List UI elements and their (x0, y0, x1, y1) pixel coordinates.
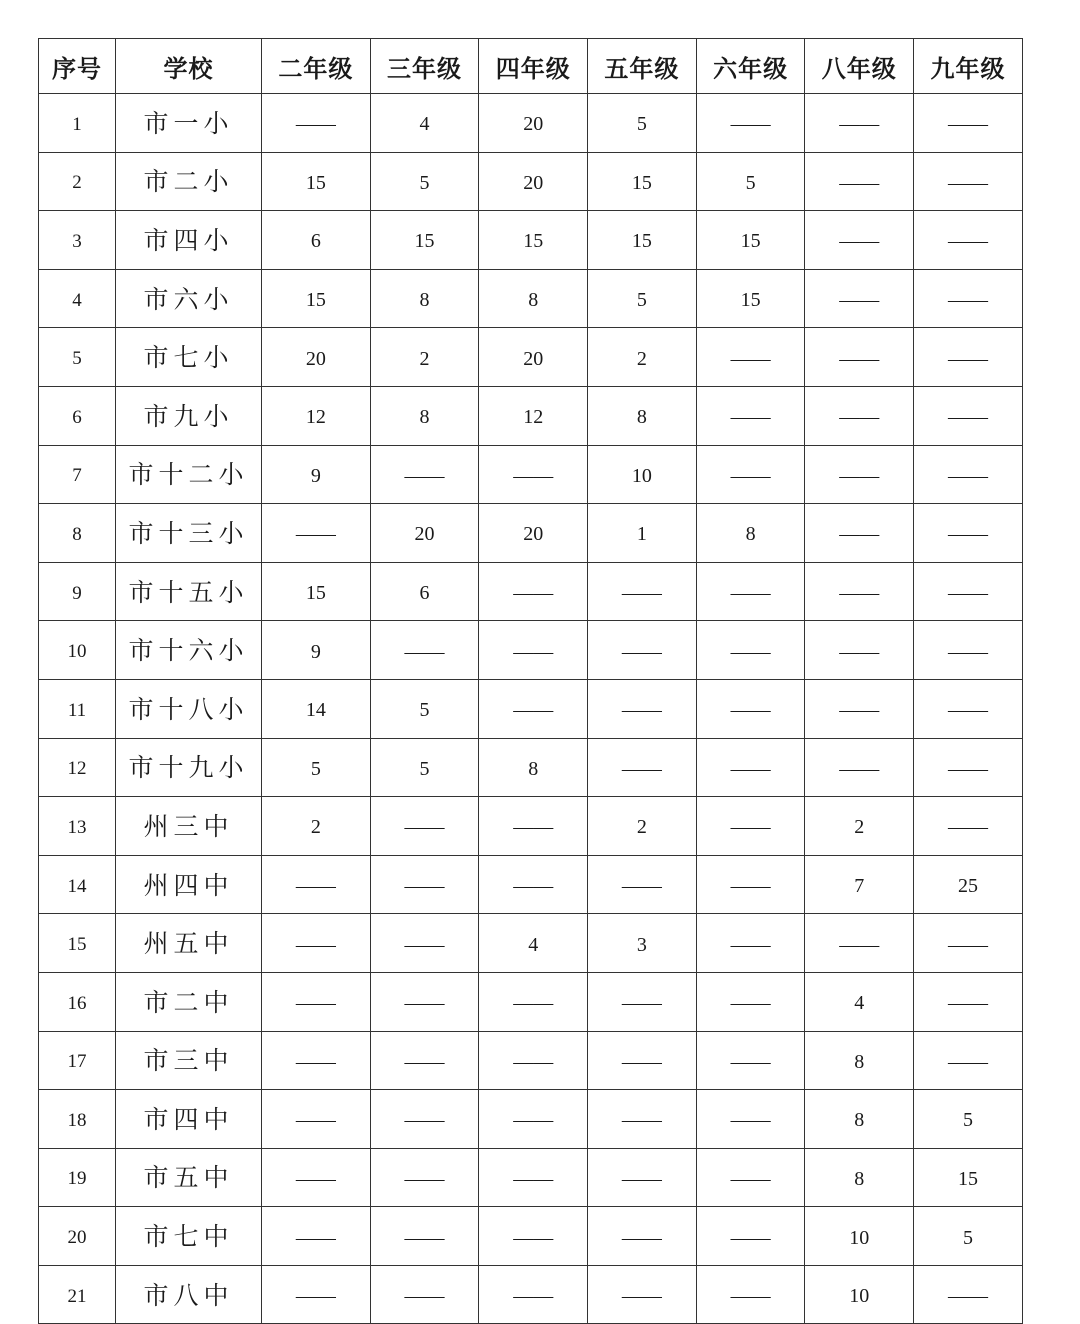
column-header-grade-3: 三年级 (370, 39, 479, 94)
cell-grade-3: 5 (370, 152, 479, 211)
cell-grade-6: —— (696, 679, 805, 738)
school-name: 市十五小 (116, 562, 262, 621)
cell-grade-8: 8 (805, 1090, 914, 1149)
row-index: 2 (39, 152, 116, 211)
cell-grade-2: —— (262, 1148, 371, 1207)
cell-grade-4: —— (479, 1148, 588, 1207)
cell-grade-2: 6 (262, 211, 371, 270)
table-row (39, 152, 1023, 211)
cell-grade-5: 2 (588, 328, 697, 387)
cell-grade-8: —— (805, 211, 914, 270)
cell-grade-6: —— (696, 445, 805, 504)
cell-grade-3: 4 (370, 94, 479, 153)
cell-grade-5: 8 (588, 386, 697, 445)
cell-grade-8: —— (805, 504, 914, 563)
cell-grade-2: —— (262, 504, 371, 563)
table-body (39, 94, 1023, 1324)
cell-grade-9: —— (914, 621, 1023, 680)
cell-grade-5: 5 (588, 94, 697, 153)
column-header-grade-4: 四年级 (479, 39, 588, 94)
enrollment-table (38, 38, 1023, 1324)
cell-grade-3: 20 (370, 504, 479, 563)
cell-grade-3: 6 (370, 562, 479, 621)
table-row (39, 1207, 1023, 1266)
cell-grade-3: 2 (370, 328, 479, 387)
row-index: 10 (39, 621, 116, 680)
table-row (39, 328, 1023, 387)
cell-grade-2: —— (262, 972, 371, 1031)
row-index: 20 (39, 1207, 116, 1266)
header-row (39, 39, 1023, 94)
cell-grade-3: 8 (370, 386, 479, 445)
column-header-index: 序号 (39, 39, 116, 94)
cell-grade-5: 3 (588, 914, 697, 973)
cell-grade-8: 10 (805, 1265, 914, 1324)
school-name: 市三中 (116, 1031, 262, 1090)
cell-grade-5: —— (588, 679, 697, 738)
cell-grade-4: 8 (479, 269, 588, 328)
school-name: 市九小 (116, 386, 262, 445)
column-header-grade-5: 五年级 (588, 39, 697, 94)
cell-grade-3: —— (370, 855, 479, 914)
cell-grade-2: 2 (262, 797, 371, 856)
cell-grade-9: —— (914, 269, 1023, 328)
cell-grade-9: 15 (914, 1148, 1023, 1207)
cell-grade-4: 8 (479, 738, 588, 797)
cell-grade-2: 15 (262, 269, 371, 328)
cell-grade-6: —— (696, 1090, 805, 1149)
cell-grade-8: —— (805, 152, 914, 211)
cell-grade-2: 12 (262, 386, 371, 445)
cell-grade-8: —— (805, 562, 914, 621)
cell-grade-9: —— (914, 152, 1023, 211)
school-name: 市二中 (116, 972, 262, 1031)
cell-grade-2: —— (262, 1090, 371, 1149)
cell-grade-5: 1 (588, 504, 697, 563)
cell-grade-6: —— (696, 914, 805, 973)
cell-grade-6: 8 (696, 504, 805, 563)
cell-grade-2: —— (262, 855, 371, 914)
table-row (39, 94, 1023, 153)
cell-grade-8: 4 (805, 972, 914, 1031)
cell-grade-8: —— (805, 914, 914, 973)
cell-grade-5: —— (588, 855, 697, 914)
school-name: 市四小 (116, 211, 262, 270)
cell-grade-8: 8 (805, 1148, 914, 1207)
school-name: 市七小 (116, 328, 262, 387)
cell-grade-9: —— (914, 738, 1023, 797)
cell-grade-4: —— (479, 797, 588, 856)
school-name: 市八中 (116, 1265, 262, 1324)
cell-grade-6: —— (696, 621, 805, 680)
table-row (39, 738, 1023, 797)
cell-grade-4: —— (479, 562, 588, 621)
cell-grade-8: —— (805, 738, 914, 797)
cell-grade-5: —— (588, 621, 697, 680)
table-row (39, 1090, 1023, 1149)
table-row (39, 855, 1023, 914)
row-index: 8 (39, 504, 116, 563)
cell-grade-2: —— (262, 1031, 371, 1090)
cell-grade-6: —— (696, 1207, 805, 1266)
cell-grade-5: —— (588, 1031, 697, 1090)
cell-grade-6: —— (696, 1265, 805, 1324)
cell-grade-3: —— (370, 972, 479, 1031)
cell-grade-3: —— (370, 797, 479, 856)
column-header-school: 学校 (116, 39, 262, 94)
cell-grade-9: —— (914, 504, 1023, 563)
cell-grade-2: 15 (262, 152, 371, 211)
table-row (39, 1265, 1023, 1324)
cell-grade-2: 9 (262, 621, 371, 680)
cell-grade-2: 9 (262, 445, 371, 504)
cell-grade-8: 10 (805, 1207, 914, 1266)
school-name: 市十二小 (116, 445, 262, 504)
cell-grade-3: 5 (370, 738, 479, 797)
cell-grade-3: —— (370, 445, 479, 504)
column-header-grade-2: 二年级 (262, 39, 371, 94)
row-index: 11 (39, 679, 116, 738)
cell-grade-6: —— (696, 855, 805, 914)
cell-grade-2: —— (262, 1207, 371, 1266)
cell-grade-3: —— (370, 1207, 479, 1266)
cell-grade-3: —— (370, 1148, 479, 1207)
table-row (39, 914, 1023, 973)
cell-grade-5: —— (588, 562, 697, 621)
school-name: 市七中 (116, 1207, 262, 1266)
cell-grade-5: —— (588, 738, 697, 797)
row-index: 5 (39, 328, 116, 387)
cell-grade-3: —— (370, 1265, 479, 1324)
cell-grade-6: —— (696, 328, 805, 387)
column-header-grade-9: 九年级 (914, 39, 1023, 94)
row-index: 12 (39, 738, 116, 797)
cell-grade-6: 15 (696, 211, 805, 270)
cell-grade-2: —— (262, 1265, 371, 1324)
cell-grade-4: 15 (479, 211, 588, 270)
row-index: 17 (39, 1031, 116, 1090)
row-index: 14 (39, 855, 116, 914)
cell-grade-9: —— (914, 679, 1023, 738)
cell-grade-2: 15 (262, 562, 371, 621)
cell-grade-2: 14 (262, 679, 371, 738)
school-name: 市十九小 (116, 738, 262, 797)
row-index: 3 (39, 211, 116, 270)
school-name: 市十三小 (116, 504, 262, 563)
table-row (39, 211, 1023, 270)
cell-grade-5: 15 (588, 211, 697, 270)
table-row (39, 504, 1023, 563)
school-name: 州四中 (116, 855, 262, 914)
row-index: 18 (39, 1090, 116, 1149)
cell-grade-5: —— (588, 1090, 697, 1149)
cell-grade-6: —— (696, 562, 805, 621)
cell-grade-6: —— (696, 386, 805, 445)
cell-grade-4: 4 (479, 914, 588, 973)
school-name: 州五中 (116, 914, 262, 973)
cell-grade-5: 15 (588, 152, 697, 211)
cell-grade-9: —— (914, 445, 1023, 504)
cell-grade-4: —— (479, 972, 588, 1031)
school-name: 市五中 (116, 1148, 262, 1207)
cell-grade-9: 5 (914, 1207, 1023, 1266)
row-index: 13 (39, 797, 116, 856)
cell-grade-9: —— (914, 1031, 1023, 1090)
cell-grade-4: 20 (479, 328, 588, 387)
table-row (39, 1031, 1023, 1090)
cell-grade-4: —— (479, 855, 588, 914)
table-row (39, 621, 1023, 680)
cell-grade-9: —— (914, 797, 1023, 856)
cell-grade-3: —— (370, 1090, 479, 1149)
cell-grade-8: 2 (805, 797, 914, 856)
column-header-grade-8: 八年级 (805, 39, 914, 94)
cell-grade-9: —— (914, 94, 1023, 153)
row-index: 6 (39, 386, 116, 445)
school-name: 市一小 (116, 94, 262, 153)
cell-grade-4: 20 (479, 504, 588, 563)
cell-grade-8: —— (805, 679, 914, 738)
cell-grade-5: —— (588, 1207, 697, 1266)
cell-grade-5: —— (588, 972, 697, 1031)
row-index: 15 (39, 914, 116, 973)
table-row (39, 386, 1023, 445)
table-row (39, 679, 1023, 738)
cell-grade-5: —— (588, 1265, 697, 1324)
cell-grade-9: —— (914, 386, 1023, 445)
cell-grade-8: —— (805, 328, 914, 387)
cell-grade-5: —— (588, 1148, 697, 1207)
cell-grade-5: 5 (588, 269, 697, 328)
table-row (39, 269, 1023, 328)
row-index: 16 (39, 972, 116, 1031)
cell-grade-8: —— (805, 621, 914, 680)
school-name: 州三中 (116, 797, 262, 856)
cell-grade-4: —— (479, 679, 588, 738)
cell-grade-9: —— (914, 211, 1023, 270)
school-name: 市十八小 (116, 679, 262, 738)
cell-grade-9: —— (914, 972, 1023, 1031)
cell-grade-5: 2 (588, 797, 697, 856)
cell-grade-3: —— (370, 914, 479, 973)
row-index: 9 (39, 562, 116, 621)
cell-grade-8: —— (805, 269, 914, 328)
cell-grade-4: —— (479, 1090, 588, 1149)
cell-grade-4: —— (479, 621, 588, 680)
table-row (39, 1148, 1023, 1207)
cell-grade-8: —— (805, 445, 914, 504)
cell-grade-6: 15 (696, 269, 805, 328)
cell-grade-3: 8 (370, 269, 479, 328)
cell-grade-4: 12 (479, 386, 588, 445)
cell-grade-9: 25 (914, 855, 1023, 914)
cell-grade-6: —— (696, 1031, 805, 1090)
cell-grade-3: 5 (370, 679, 479, 738)
school-name: 市二小 (116, 152, 262, 211)
cell-grade-4: —— (479, 445, 588, 504)
cell-grade-4: 20 (479, 94, 588, 153)
cell-grade-6: —— (696, 94, 805, 153)
row-index: 19 (39, 1148, 116, 1207)
cell-grade-9: —— (914, 914, 1023, 973)
cell-grade-6: —— (696, 738, 805, 797)
cell-grade-6: —— (696, 972, 805, 1031)
cell-grade-6: —— (696, 1148, 805, 1207)
cell-grade-5: 10 (588, 445, 697, 504)
cell-grade-4: —— (479, 1207, 588, 1266)
cell-grade-3: 15 (370, 211, 479, 270)
column-header-grade-6: 六年级 (696, 39, 805, 94)
cell-grade-3: —— (370, 1031, 479, 1090)
cell-grade-8: 7 (805, 855, 914, 914)
cell-grade-9: 5 (914, 1090, 1023, 1149)
cell-grade-4: 20 (479, 152, 588, 211)
cell-grade-4: —— (479, 1031, 588, 1090)
cell-grade-8: 8 (805, 1031, 914, 1090)
cell-grade-3: —— (370, 621, 479, 680)
cell-grade-2: —— (262, 914, 371, 973)
cell-grade-8: —— (805, 386, 914, 445)
cell-grade-2: 5 (262, 738, 371, 797)
cell-grade-9: —— (914, 328, 1023, 387)
school-name: 市四中 (116, 1090, 262, 1149)
table-row (39, 972, 1023, 1031)
cell-grade-4: —— (479, 1265, 588, 1324)
table-row (39, 562, 1023, 621)
table-row (39, 797, 1023, 856)
table-row (39, 445, 1023, 504)
cell-grade-9: —— (914, 562, 1023, 621)
cell-grade-6: —— (696, 797, 805, 856)
cell-grade-8: —— (805, 94, 914, 153)
row-index: 21 (39, 1265, 116, 1324)
cell-grade-2: —— (262, 94, 371, 153)
cell-grade-6: 5 (696, 152, 805, 211)
cell-grade-9: —— (914, 1265, 1023, 1324)
school-name: 市十六小 (116, 621, 262, 680)
school-name: 市六小 (116, 269, 262, 328)
row-index: 1 (39, 94, 116, 153)
cell-grade-2: 20 (262, 328, 371, 387)
row-index: 4 (39, 269, 116, 328)
row-index: 7 (39, 445, 116, 504)
